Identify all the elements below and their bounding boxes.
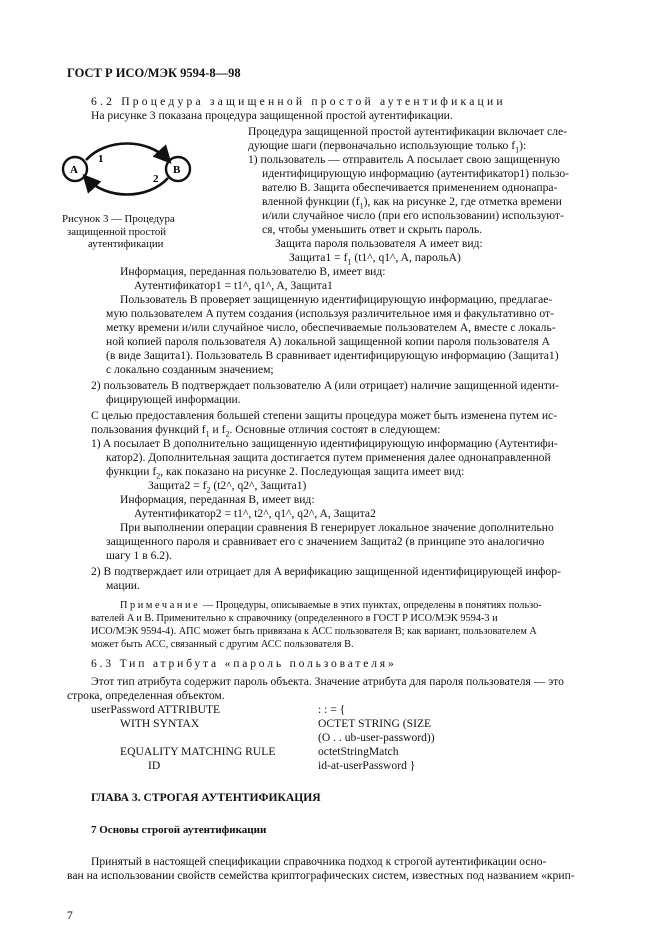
protect-para-line: пользования функций $f_1$ и $f_2$. Основные отличия состоят в следующем: bbox=[91, 423, 441, 439]
sec63-text: Этот тип атрибута содержит пароль объекта. Значение атрибута для пароля пользователя — это bbox=[91, 675, 564, 688]
right-col-item: вленной функции $(f_1)$, как на рисунке 2, где отметка времени bbox=[262, 195, 562, 211]
ext2-line: 2) B подтверждает или отрицает для A верификацию защищенной идентифицирующей инфор- bbox=[91, 565, 561, 578]
asn-right: OCTET STRING (SIZE bbox=[318, 717, 432, 730]
ext1-line: катор2). Дополнительная защита достигается путем применения далее однонаправленной bbox=[106, 451, 551, 464]
right-col-line: Процедура защищенной простой аутентификации включает сле- bbox=[248, 125, 567, 138]
figure-caption bbox=[62, 213, 175, 251]
auth1-formula: Аутентификатор1 = t1^, q1^, A, Защита1 bbox=[134, 279, 333, 292]
caption-line: Рисунок 3 — Процедура bbox=[62, 213, 175, 225]
node-a-label: A bbox=[70, 164, 78, 176]
info-intro: Информация, переданная пользователю B, имеет вид: bbox=[120, 265, 386, 278]
chapter-3-title: ГЛАВА 3. СТРОГАЯ АУТЕНТИФИКАЦИЯ bbox=[91, 791, 321, 804]
caption-line: защищенной простой bbox=[67, 225, 167, 238]
ext1-line: 1) A посылает B дополнительно защищенную идентифицирующую информацию (Аутентифи- bbox=[91, 437, 558, 450]
arrow-1-label: 1 bbox=[98, 153, 104, 165]
caption-line: аутентификации bbox=[88, 238, 164, 250]
info2: Информация, переданная B, имеет вид: bbox=[120, 493, 315, 506]
compare-line: При выполнении операции сравнения B генерирует локальное значение дополнительно bbox=[120, 521, 554, 534]
protect-para-line: С целью предоставления большей степени защиты процедура может быть изменена путем ис- bbox=[91, 409, 558, 422]
right-col-item: идентифицирующую информацию (аутентификатор1) пользо- bbox=[262, 167, 570, 180]
ext1-line: функции $f_2$, как показано на рисунке 2. Последующая защита имеет вид: bbox=[106, 465, 465, 481]
para-b-line: ной копией пароля пользователя A) локальной защищенной копии пароля пользователя A bbox=[106, 335, 551, 348]
auth2-formula: Аутентификатор2 = t1^, t2^, q1^, q2^, A, Защита2 bbox=[134, 507, 376, 520]
sec63-text: строка, определенная объектом. bbox=[67, 689, 225, 702]
right-col-item: вателю B. Защита обеспечивается применением однонапра- bbox=[262, 181, 558, 194]
asn-left: EQUALITY MATCHING RULE bbox=[120, 745, 276, 758]
note-line: вателей A и B. Применительно к справочнику (определенного в ГОСТ Р ИСО/МЭК 9594-3 и bbox=[91, 613, 498, 624]
asn-left: WITH SYNTAX bbox=[120, 717, 200, 730]
node-b-label: B bbox=[173, 164, 181, 176]
compare-line: защищенного пароля и сравнивает его с значением Защита2 (в принципе это аналогично bbox=[106, 535, 545, 548]
note-label: Примечание bbox=[120, 600, 201, 611]
note-line: Примечание — Процедуры, описываемые в этих пунктах, определены в понятиях пользо- bbox=[120, 600, 542, 611]
para-b-line: метку времени и/или случайное число, обеспечиваемые пользователем A, вместе с локаль- bbox=[106, 321, 556, 334]
section-6-3-heading: 6.3 Тип атрибута «пароль пользователя» bbox=[91, 657, 397, 670]
note-line: может быть АСС, связанный с другим АСС пользователя B. bbox=[91, 639, 354, 650]
para-b-line: (в виде Защита1). Пользователь B сравнивает идентифицирующую информацию (Защита1) bbox=[106, 349, 559, 362]
right-col-item: и/или случайное число (при его использовании) используют- bbox=[262, 209, 564, 222]
prot2-formula: Защита2 = $f_2$ (t2^, q2^, Защита1) bbox=[148, 479, 307, 495]
right-col-item: 1) пользователь — отправитель A посылает свою защищенную bbox=[248, 153, 560, 166]
asn-left: ID bbox=[148, 759, 161, 772]
para-b-line: с локально созданным значением; bbox=[106, 363, 274, 376]
asn-left: userPassword ATTRIBUTE bbox=[91, 703, 221, 716]
asn-right: octetStringMatch bbox=[318, 745, 399, 758]
asn-right: id-at-userPassword } bbox=[318, 759, 416, 772]
right-col-line: дующие шаги (первоначально использующие только $f_1$): bbox=[248, 139, 527, 155]
chapter-3-para: Принятый в настоящей спецификации справочника подход к строгой аутентификации осно- bbox=[91, 855, 547, 868]
section-6-2-intro: На рисунке 3 показана процедура защищенной простой аутентификации. bbox=[91, 109, 453, 122]
item2-line: 2) пользователь B подтверждает пользователю A (или отрицает) наличие защищенной иденти- bbox=[91, 379, 559, 392]
right-col-item: ся, чтобы уменьшить ответ и скрыть пароль. bbox=[262, 223, 483, 236]
chapter-3-para: ван на использовании свойств семейства криптографических систем, известных под названием «крип- bbox=[67, 869, 575, 882]
page-number: 7 bbox=[67, 909, 73, 922]
asn-right: : : = { bbox=[318, 703, 346, 716]
pw-intro: Защита пароля пользователя А имеет вид: bbox=[275, 237, 483, 250]
section-7-heading: 7 Основы строгой аутентификации bbox=[91, 824, 267, 836]
pw-formula: Защита1 = $f_1$ (t1^, q1^, A, парольA) bbox=[289, 251, 461, 267]
compare-line: шагу 1 в 6.2). bbox=[106, 549, 172, 562]
asn-right: (O . . ub-user-password)) bbox=[318, 731, 435, 744]
arrow-2-label: 2 bbox=[153, 173, 159, 185]
para-b-line: Пользователь B проверяет защищенную идентифицирующую информацию, предлагае- bbox=[120, 293, 553, 306]
figure-3-diagram bbox=[58, 138, 198, 198]
note-line: ИСО/МЭК 9594-4). АПС может быть привязана к АСС пользователя B; как вариант, пользователем A bbox=[91, 626, 537, 637]
para-b-line: мую пользователем A путем создания (используя различительное имя и факультативно от- bbox=[106, 307, 554, 320]
item2-line: фицирующей информации. bbox=[106, 393, 241, 406]
document-header: ГОСТ Р ИСО/МЭК 9594-8—98 bbox=[67, 66, 241, 80]
section-6-2-heading: 6.2 Процедура защищенной простой аутентификации bbox=[91, 95, 506, 108]
ext2-line: мации. bbox=[106, 579, 140, 592]
